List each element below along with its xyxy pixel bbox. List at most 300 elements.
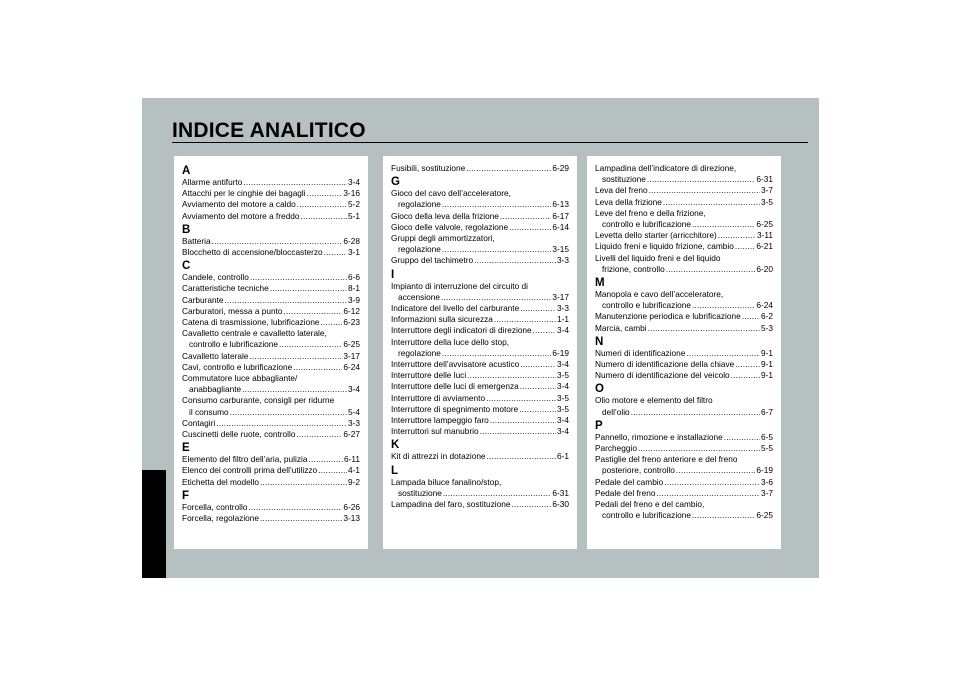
entry-label: Catena di trasmissione, lubrificazione <box>182 317 320 328</box>
page-reference: 6-20 <box>756 263 773 274</box>
entry-row <box>391 404 569 415</box>
entry-label: Interruttore delle luci <box>391 370 467 381</box>
dot-leader <box>442 244 551 255</box>
entry-label: sostituzione <box>398 487 442 498</box>
page-reference: 9-2 <box>348 476 360 487</box>
entry-text-line: Consumo carburante, consigli per ridurne <box>182 395 335 406</box>
dot-leader <box>519 404 556 415</box>
entry-label: Interruttore degli indicatori di direzione <box>391 325 532 336</box>
entry-row <box>595 185 773 196</box>
dot-leader <box>718 230 756 241</box>
entry-row <box>182 502 360 513</box>
section-letter: C <box>182 260 191 273</box>
page-reference: 3-13 <box>343 513 360 524</box>
entry-row <box>182 236 360 247</box>
entry-row <box>182 465 360 476</box>
entry-label: Indicatore del livello del carburante <box>391 303 520 314</box>
entry-row <box>391 359 569 370</box>
index-entry <box>182 502 360 513</box>
title-rule <box>172 142 808 143</box>
entry-row <box>391 370 569 381</box>
entry-row <box>595 488 773 499</box>
entry-text-line: Livelli del liquido freni e del liquido <box>595 252 721 263</box>
page-reference: 6-5 <box>761 431 773 442</box>
entry-row <box>595 465 773 476</box>
entry-row <box>595 407 773 418</box>
entry-label: Attacchi per le cinghie dei bagagli <box>182 188 306 199</box>
index-column-3 <box>587 156 781 549</box>
page-reference: 3-4 <box>348 177 360 187</box>
dot-leader <box>443 488 552 499</box>
page-reference: 3-9 <box>348 294 360 305</box>
dot-leader <box>692 300 755 311</box>
page-reference: 1-1 <box>557 314 569 325</box>
entry-label: Gioco delle valvole, regolazione <box>391 221 509 232</box>
entry-label: Pedale del freno <box>595 487 656 498</box>
index-entry <box>595 359 773 370</box>
section-letter: M <box>595 277 605 290</box>
entry-label: dell’olio <box>602 406 630 417</box>
section-letter: P <box>595 419 603 432</box>
index-entry <box>182 247 360 258</box>
entry-row <box>391 348 569 359</box>
entry-row <box>182 339 360 350</box>
index-entry <box>391 499 569 510</box>
entry-row <box>391 325 569 336</box>
page-reference: 6-28 <box>343 235 360 246</box>
dot-leader <box>242 384 347 395</box>
index-section <box>182 224 360 258</box>
entry-label: Etichetta del modello <box>182 476 260 487</box>
dot-leader <box>742 311 760 322</box>
entry-row <box>595 264 773 275</box>
page-reference: 6-19 <box>552 347 569 358</box>
index-section <box>595 163 773 275</box>
dot-leader <box>442 348 551 359</box>
page-reference: 3-6 <box>761 476 773 487</box>
dot-leader <box>250 272 347 283</box>
index-entry <box>182 429 360 440</box>
entry-label: Interruttore delle luci di emergenza <box>391 381 519 392</box>
dot-leader <box>724 432 760 443</box>
entry-row <box>595 432 773 443</box>
page-reference: 6-19 <box>756 465 773 476</box>
page-reference: 6-13 <box>552 199 569 210</box>
dot-leader <box>441 292 551 303</box>
entry-label: regolazione <box>398 347 441 358</box>
page-reference: 9-1 <box>761 347 773 358</box>
index-entry <box>595 311 773 322</box>
index-entry <box>595 432 773 443</box>
index-entry <box>595 370 773 381</box>
entry-label: Carburante <box>182 294 224 305</box>
page-title: INDICE ANALITICO <box>172 119 366 142</box>
page-reference: 4-1 <box>348 465 360 476</box>
index-entry <box>391 337 569 359</box>
dot-leader <box>656 488 760 499</box>
dot-leader <box>664 477 760 488</box>
entry-text-line: Lampadina dell’indicatore di direzione, <box>595 163 737 173</box>
section-letter: G <box>391 176 400 189</box>
dot-leader <box>307 188 343 199</box>
entry-text-line: Pedali del freno e del cambio, <box>595 499 705 510</box>
page-reference: 6-1 <box>557 451 569 462</box>
page-reference: 6-7 <box>761 406 773 417</box>
entry-row <box>595 230 773 241</box>
index-entry <box>391 281 569 303</box>
index-entry <box>182 351 360 362</box>
entry-row <box>595 174 773 185</box>
index-section <box>182 165 360 222</box>
chapter-tab-marker <box>142 470 166 578</box>
entry-row <box>182 477 360 488</box>
dot-leader <box>533 325 556 336</box>
page-reference: 5-1 <box>348 210 360 221</box>
page-reference: 3-3 <box>557 255 569 266</box>
dot-leader <box>480 426 556 437</box>
entry-text-line: Manopola e cavo dell’acceleratore, <box>595 289 724 300</box>
index-section <box>182 490 360 524</box>
dot-leader <box>500 211 551 222</box>
entry-label: Liquido freni e liquido frizione, cambio <box>595 241 734 252</box>
entry-row <box>595 197 773 208</box>
dot-leader <box>494 314 556 325</box>
entry-text-line: Olio motore e elemento del filtro <box>595 395 713 406</box>
page-reference: 6-31 <box>756 174 773 185</box>
page-reference: 3-3 <box>557 303 569 314</box>
entry-row <box>391 499 569 510</box>
entry-row <box>182 429 360 440</box>
dot-leader <box>648 323 760 334</box>
dot-leader <box>230 407 347 418</box>
entry-label: Allarme antifurto <box>182 177 243 187</box>
entry-row <box>391 292 569 303</box>
index-entry <box>391 314 569 325</box>
dot-leader <box>486 393 556 404</box>
entry-label: Interruttori sul manubrio <box>391 426 479 437</box>
dot-leader <box>520 381 556 392</box>
entry-label: Lampadina del faro, sostituzione <box>391 499 511 510</box>
index-entry <box>595 163 773 185</box>
page-reference: 3-1 <box>348 247 360 258</box>
dot-leader <box>735 359 760 370</box>
dot-leader <box>297 199 347 210</box>
section-letter: E <box>182 442 190 455</box>
entry-row <box>391 426 569 437</box>
entry-label: Avviamento del motore a caldo <box>182 199 296 210</box>
page-reference: 6-2 <box>761 311 773 322</box>
dot-leader <box>293 362 342 373</box>
entry-label: Interruttore di spegnimento motore <box>391 403 519 414</box>
index-entry <box>182 211 360 222</box>
dot-leader <box>279 339 342 350</box>
page-reference: 3-17 <box>343 350 360 361</box>
page-reference: 6-31 <box>552 487 569 498</box>
page-reference: 6-11 <box>344 454 360 465</box>
entry-row <box>391 393 569 404</box>
index-entry <box>595 348 773 359</box>
page-reference: 3-5 <box>761 196 773 207</box>
entry-label: Elenco dei controlli prima dell’utilizzo <box>182 465 318 476</box>
index-entry <box>595 488 773 499</box>
index-entry <box>595 499 773 521</box>
section-letter: F <box>182 489 190 502</box>
page-reference: 6-14 <box>552 221 569 232</box>
entry-label: Cavi, controllo e lubrificazione <box>182 361 293 372</box>
entry-label: Caratteristiche tecniche <box>182 283 269 294</box>
index-entry <box>595 241 773 252</box>
page-reference: 9-1 <box>761 370 773 381</box>
entry-row <box>182 211 360 222</box>
entry-label: Interruttore di avviamento <box>391 392 486 403</box>
index-entry <box>182 465 360 476</box>
index-section <box>595 277 773 334</box>
page-reference: 3-3 <box>348 417 360 428</box>
index-entry <box>595 289 773 311</box>
entry-text-line: Pastiglie del freno anteriore e del freno <box>595 454 738 465</box>
dot-leader <box>647 174 756 185</box>
index-entry <box>182 317 360 328</box>
dot-leader <box>666 264 756 275</box>
page-reference: 5-4 <box>348 406 360 417</box>
entry-label: controllo e lubrificazione <box>602 219 692 230</box>
entry-row <box>391 381 569 392</box>
page-reference: 3-4 <box>557 325 569 336</box>
index-section <box>595 420 773 522</box>
index-entry <box>595 454 773 476</box>
entry-label: Batteria <box>182 235 211 246</box>
dot-leader <box>638 443 760 454</box>
entry-row <box>595 219 773 230</box>
entry-label: Marcia, cambi <box>595 322 647 333</box>
page-reference: 3-4 <box>557 359 569 370</box>
entry-label: Manutenzione periodica e lubrificazione <box>595 311 741 322</box>
entry-row <box>595 477 773 488</box>
page-reference: 3-17 <box>552 291 569 302</box>
dot-leader <box>248 502 342 513</box>
entry-label: Numero di identificazione della chiave <box>595 359 735 370</box>
index-section <box>391 465 569 511</box>
index-entry <box>595 443 773 454</box>
page-reference: 3-7 <box>761 487 773 498</box>
index-entry <box>391 233 569 255</box>
entry-row <box>182 407 360 418</box>
page-reference: 3-4 <box>348 384 360 395</box>
dot-leader <box>520 303 556 314</box>
page-reference: 3-5 <box>557 392 569 403</box>
page-reference: 3-7 <box>761 185 773 196</box>
entry-row <box>595 443 773 454</box>
entry-text-line: Commutatore luce abbagliante/ <box>182 373 298 384</box>
dot-leader <box>686 348 760 359</box>
entry-label: il consumo <box>189 406 229 417</box>
page-reference: 6-24 <box>756 300 773 311</box>
index-entry <box>182 328 360 350</box>
index-entry <box>182 395 360 417</box>
index-section <box>595 383 773 417</box>
dot-leader <box>225 295 347 306</box>
dot-leader <box>692 510 755 521</box>
page-reference: 8-1 <box>348 283 360 294</box>
page-reference: 6-25 <box>343 339 360 350</box>
entry-row <box>391 163 569 174</box>
page-reference: 6-25 <box>756 219 773 230</box>
page-reference: 3-5 <box>557 403 569 414</box>
section-letter: O <box>595 383 604 396</box>
entry-row <box>595 311 773 322</box>
dot-leader <box>260 513 342 524</box>
index-section <box>391 176 569 266</box>
entry-text-line: Interruttore della luce dello stop, <box>391 336 510 347</box>
entry-row <box>391 488 569 499</box>
index-section <box>182 260 360 440</box>
index-entry <box>391 303 569 314</box>
index-column-1 <box>174 156 368 549</box>
entry-label: Avviamento del motore a freddo <box>182 210 300 221</box>
page-reference: 6-12 <box>343 305 360 316</box>
index-section <box>391 439 569 462</box>
index-entry <box>182 513 360 524</box>
dot-leader <box>520 359 556 370</box>
entry-label: Cavalletto laterale <box>182 350 249 361</box>
index-entry <box>595 185 773 196</box>
dot-leader <box>296 429 342 440</box>
dot-leader <box>260 477 347 488</box>
page-reference: 6-6 <box>348 272 360 283</box>
entry-row <box>182 188 360 199</box>
entry-text-line: Impianto di interruzione del circuito di <box>391 280 528 291</box>
entry-label: Numeri di identificazione <box>595 347 686 358</box>
index-entry <box>391 426 569 437</box>
entry-label: Elemento del filtro dell’aria, pulizia <box>182 454 308 465</box>
index-entry <box>595 197 773 208</box>
entry-row <box>595 510 773 521</box>
index-entry <box>595 208 773 230</box>
page-reference: 6-21 <box>756 241 773 252</box>
entry-row <box>391 415 569 426</box>
index-entry <box>391 370 569 381</box>
index-entry <box>391 163 569 174</box>
entry-row <box>182 454 360 465</box>
entry-row <box>182 306 360 317</box>
dot-leader <box>487 451 556 462</box>
dot-leader <box>270 283 347 294</box>
entry-label: Fusibili, sostituzione <box>391 163 466 173</box>
entry-label: Interruttore lampeggio faro <box>391 415 489 426</box>
entry-row <box>182 177 360 188</box>
page-reference: 6-25 <box>756 510 773 521</box>
index-entry <box>595 253 773 275</box>
entry-label: regolazione <box>398 199 441 210</box>
entry-label: Informazioni sulla sicurezza <box>391 314 493 325</box>
dot-leader <box>511 499 551 510</box>
dot-leader <box>663 197 760 208</box>
page-reference: 6-27 <box>343 429 360 440</box>
section-letter: N <box>595 335 604 348</box>
dot-leader <box>300 211 347 222</box>
entry-label: Levetta dello starter (arricchitore) <box>595 230 717 241</box>
index-entry <box>391 381 569 392</box>
index-section <box>391 269 569 438</box>
entry-label: Parcheggio <box>595 443 637 454</box>
entry-row <box>182 283 360 294</box>
dot-leader <box>324 247 347 258</box>
entry-label: Leva della frizione <box>595 196 662 207</box>
entry-row <box>182 513 360 524</box>
index-entry <box>182 373 360 395</box>
index-entry <box>182 418 360 429</box>
dot-leader <box>442 199 551 210</box>
dot-leader <box>243 177 347 188</box>
index-entry <box>595 477 773 488</box>
index-entry <box>391 211 569 222</box>
dot-leader <box>490 415 556 426</box>
dot-leader <box>649 185 760 196</box>
dot-leader <box>216 418 347 429</box>
index-entry <box>182 306 360 317</box>
entry-row <box>391 451 569 462</box>
entry-row <box>595 370 773 381</box>
entry-text-line: Leve del freno e della frizione, <box>595 207 706 218</box>
page-reference: 3-4 <box>557 426 569 437</box>
dot-leader <box>320 317 342 328</box>
page-reference: 5-2 <box>348 199 360 210</box>
index-entry <box>391 477 569 499</box>
entry-row <box>182 199 360 210</box>
dot-leader <box>212 236 343 247</box>
index-section <box>595 336 773 382</box>
entry-row <box>595 323 773 334</box>
index-entry <box>391 359 569 370</box>
dot-leader <box>284 306 343 317</box>
index-entry <box>595 230 773 241</box>
page-reference: 3-16 <box>343 188 360 199</box>
index-entry <box>182 362 360 373</box>
index-entry <box>182 177 360 188</box>
dot-leader <box>692 219 755 230</box>
section-letter: I <box>391 268 395 281</box>
entry-row <box>391 199 569 210</box>
entry-row <box>182 247 360 258</box>
index-entry <box>391 393 569 404</box>
entry-label: Blocchetto di accensione/bloccasterzo <box>182 247 323 258</box>
entry-row <box>182 384 360 395</box>
dot-leader <box>474 255 556 266</box>
entry-label: anabbagliante <box>189 384 242 395</box>
entry-row <box>391 211 569 222</box>
index-entry <box>182 199 360 210</box>
index-entry <box>391 325 569 336</box>
index-entry <box>391 188 569 210</box>
entry-text-line: Gioco del cavo dell’acceleratore, <box>391 188 511 199</box>
entry-row <box>182 418 360 429</box>
entry-text-line: Lampada biluce fanalino/stop, <box>391 476 502 487</box>
entry-text-line: Gruppi degli ammortizzatori, <box>391 233 495 244</box>
index-entry <box>182 295 360 306</box>
page-reference: 6-29 <box>552 163 569 173</box>
entry-label: Forcella, controllo <box>182 501 248 512</box>
dot-leader <box>731 370 760 381</box>
entry-row <box>391 255 569 266</box>
index-entry <box>391 404 569 415</box>
entry-label: Gioco della leva della frizione <box>391 210 499 221</box>
entry-label: Pedale del cambio <box>595 476 664 487</box>
entry-row <box>595 359 773 370</box>
entry-row <box>182 317 360 328</box>
index-column-2 <box>383 156 577 549</box>
entry-row <box>182 295 360 306</box>
index-entry <box>182 454 360 465</box>
